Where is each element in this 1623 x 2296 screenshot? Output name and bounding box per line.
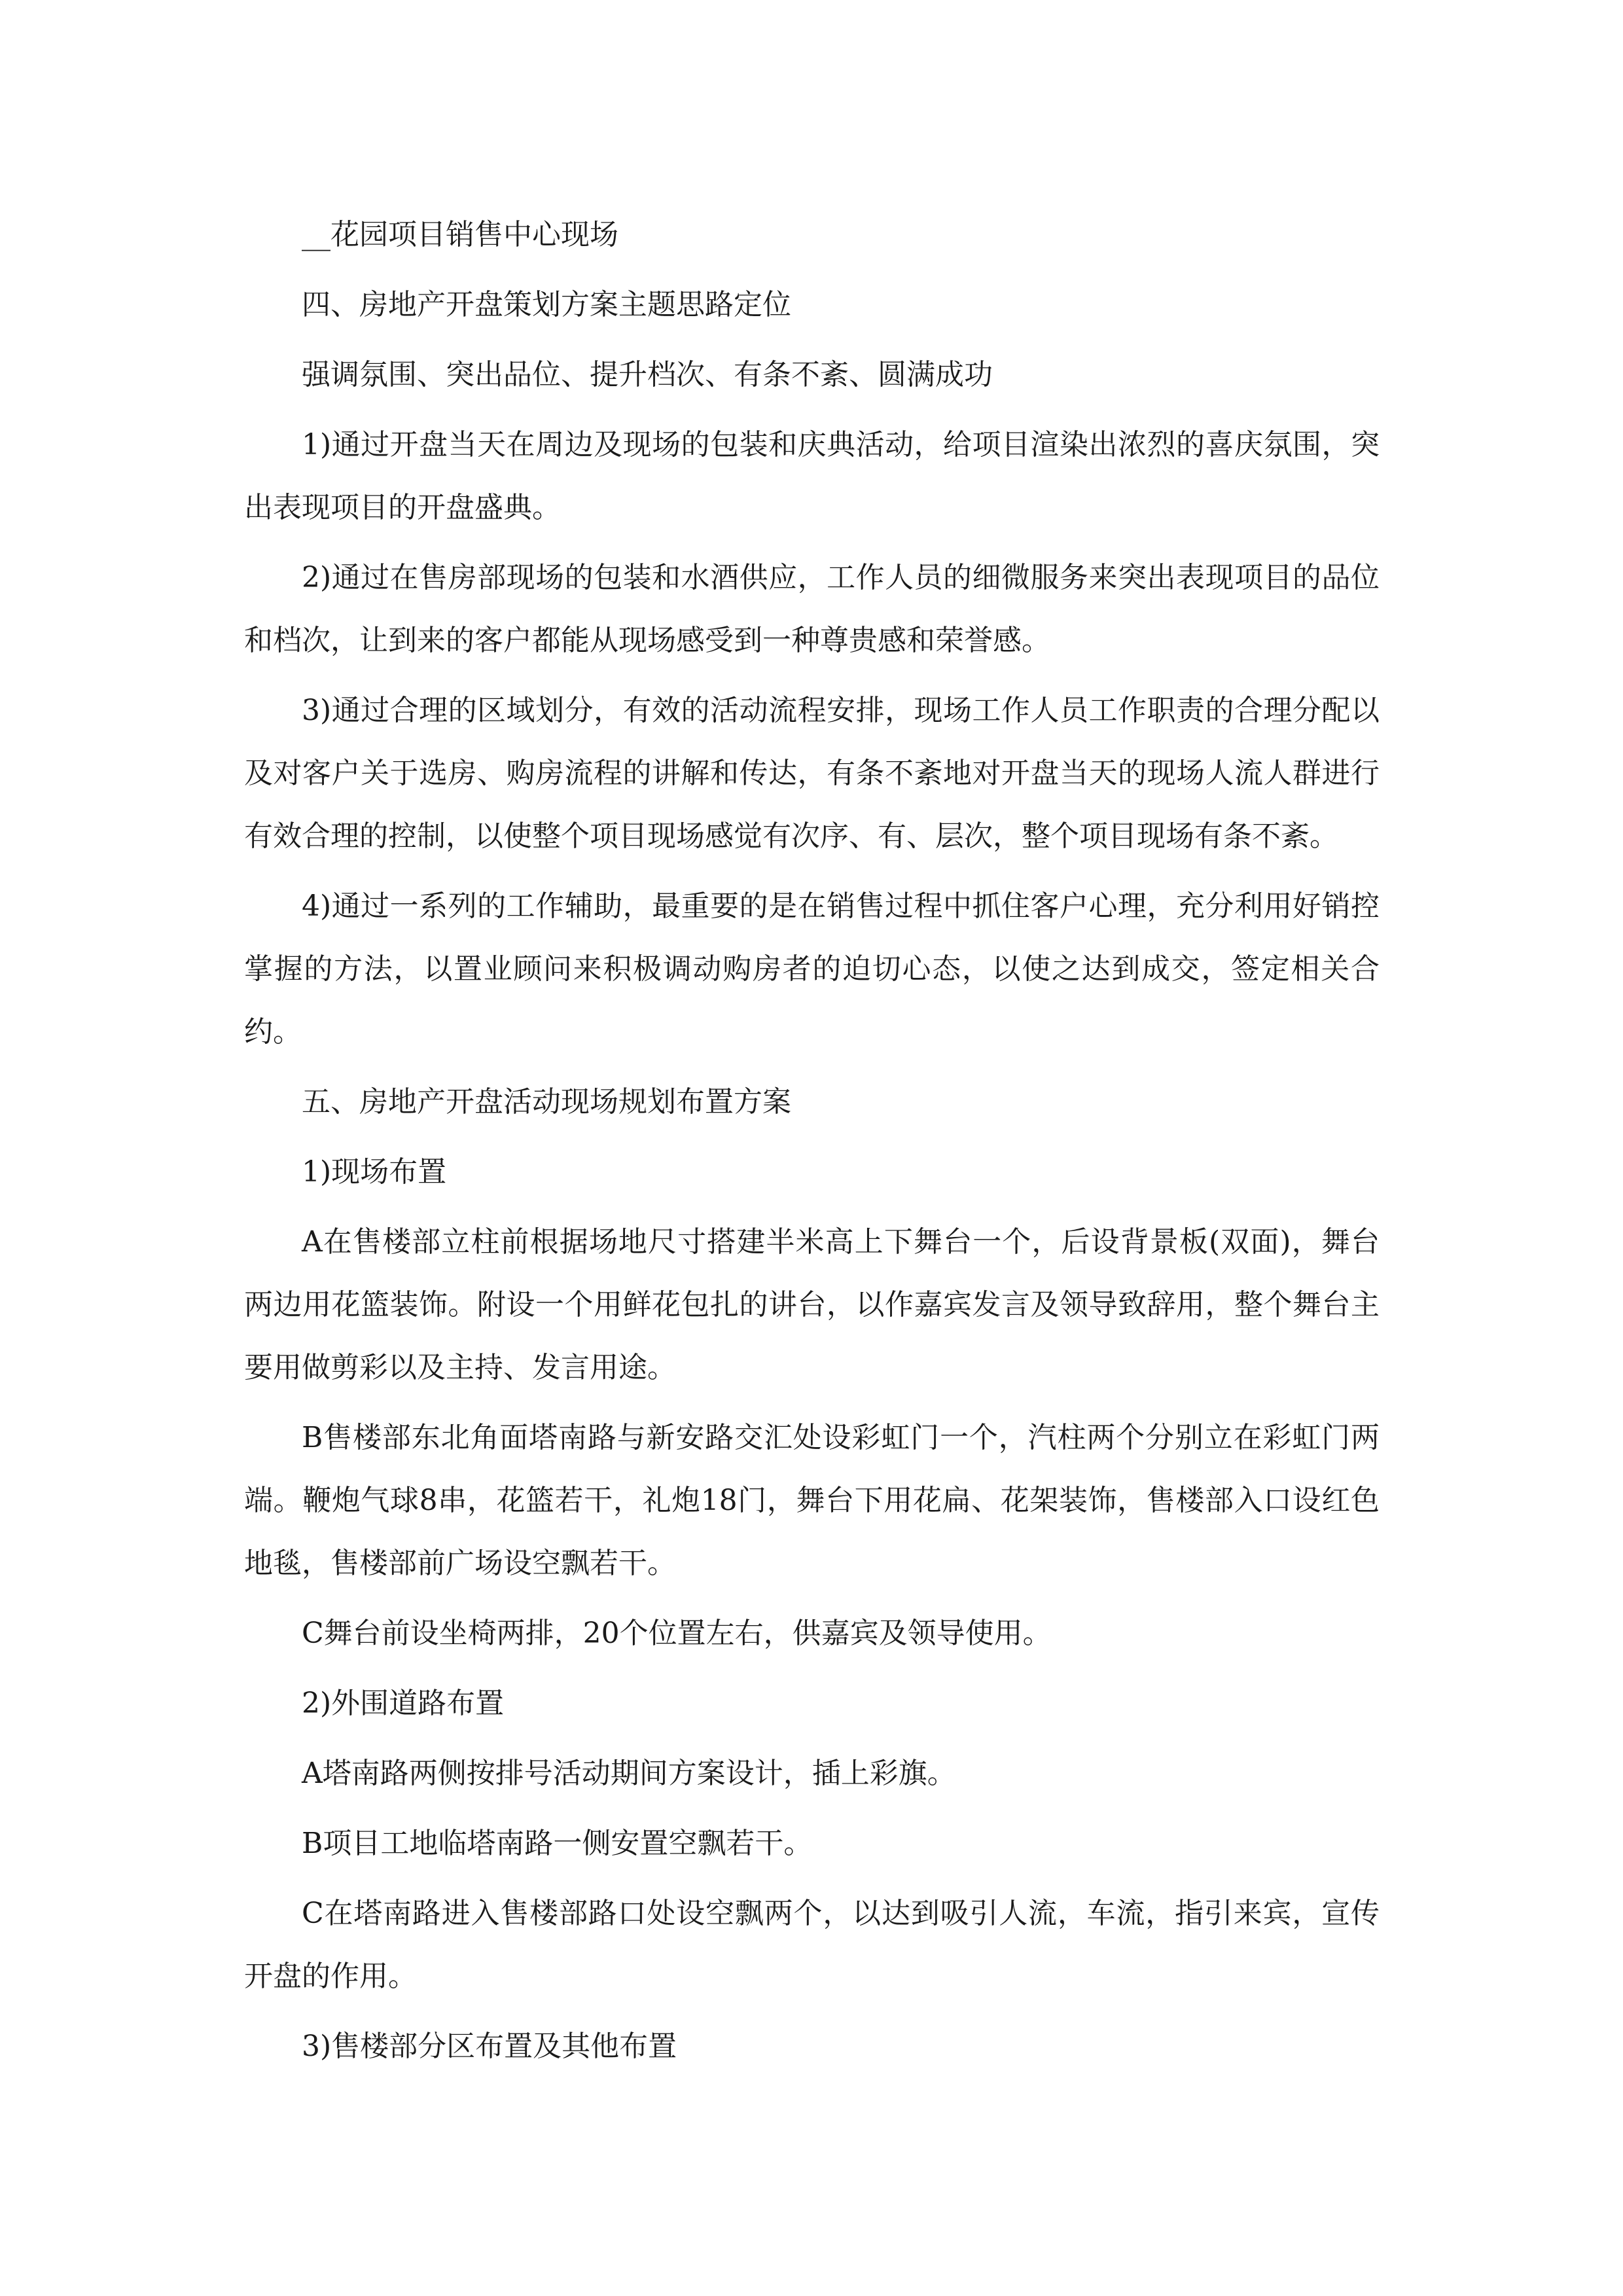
section-5-heading: 五、房地产开盘活动现场规划布置方案: [302, 1085, 791, 1119]
site-layout-item-b: B售楼部东北角面塔南路与新安路交汇处设彩虹门一个，汽柱两个分别立在彩虹门两端。鞭炮气球8串，花篮若干，礼炮18门，舞台下用花扁、花架装饰，售楼部入口设红色地毯，售楼部前广场设空飘若干。: [244, 1421, 1380, 1580]
theme-keywords: 强调氛围、突出品位、提升档次、有条不紊、圆满成功: [302, 358, 993, 391]
road-layout-item-a: A塔南路两侧按排号活动期间方案设计，插上彩旗。: [302, 1757, 956, 1790]
theme-point-2: 2)通过在售房部现场的包装和水酒供应，工作人员的细微服务来突出表现项目的品位和档次，让到来的客户都能从现场感受到一种尊贵感和荣誉感。: [244, 561, 1380, 657]
section-4-heading: 四、房地产开盘策划方案主题思路定位: [302, 288, 791, 321]
site-layout-item-a: A在售楼部立柱前根据场地尺寸搭建半米高上下舞台一个，后设背景板(双面)，舞台两边用花篮装饰。附设一个用鲜花包扎的讲台，以作嘉宾发言及领导致辞用，整个舞台主要用做剪彩以及主持、发言用途。: [244, 1225, 1380, 1384]
subsection-road-layout-heading: 2)外围道路布置: [302, 1687, 505, 1720]
site-layout-item-c: C舞台前设坐椅两排，20个位置左右，供嘉宾及领导使用。: [302, 1617, 1052, 1650]
theme-point-3: 3)通过合理的区域划分，有效的活动流程安排，现场工作人员工作职责的合理分配以及对客户关于选房、购房流程的讲解和传达，有条不紊地对开盘当天的现场人流人群进行有效合理的控制，以使整个项目现场感觉有次序、有、层次，整个项目现场有条不紊。: [244, 694, 1380, 853]
road-layout-item-c: C在塔南路进入售楼部路口处设空飘两个，以达到吸引人流，车流，指引来宾，宣传开盘的作用。: [244, 1897, 1380, 1993]
document-body: [244, 204, 1380, 2078]
subsection-sales-office-layout-heading: 3)售楼部分区布置及其他布置: [302, 2030, 677, 2063]
theme-point-1: 1)通过开盘当天在周边及现场的包装和庆典活动，给项目渲染出浓烈的喜庆氛围，突出表现项目的开盘盛典。: [244, 428, 1380, 524]
subsection-site-layout-heading: 1)现场布置: [302, 1155, 447, 1189]
theme-point-4: 4)通过一系列的工作辅助，最重要的是在销售过程中抓住客户心理，充分利用好销控掌握的方法，以置业顾问来积极调动购房者的迫切心态，以使之达到成交，签定相关合约。: [244, 889, 1380, 1049]
paragraph-site-heading: __花园项目销售中心现场: [302, 218, 618, 251]
road-layout-item-b: B项目工地临塔南路一侧安置空飘若干。: [302, 1827, 813, 1860]
